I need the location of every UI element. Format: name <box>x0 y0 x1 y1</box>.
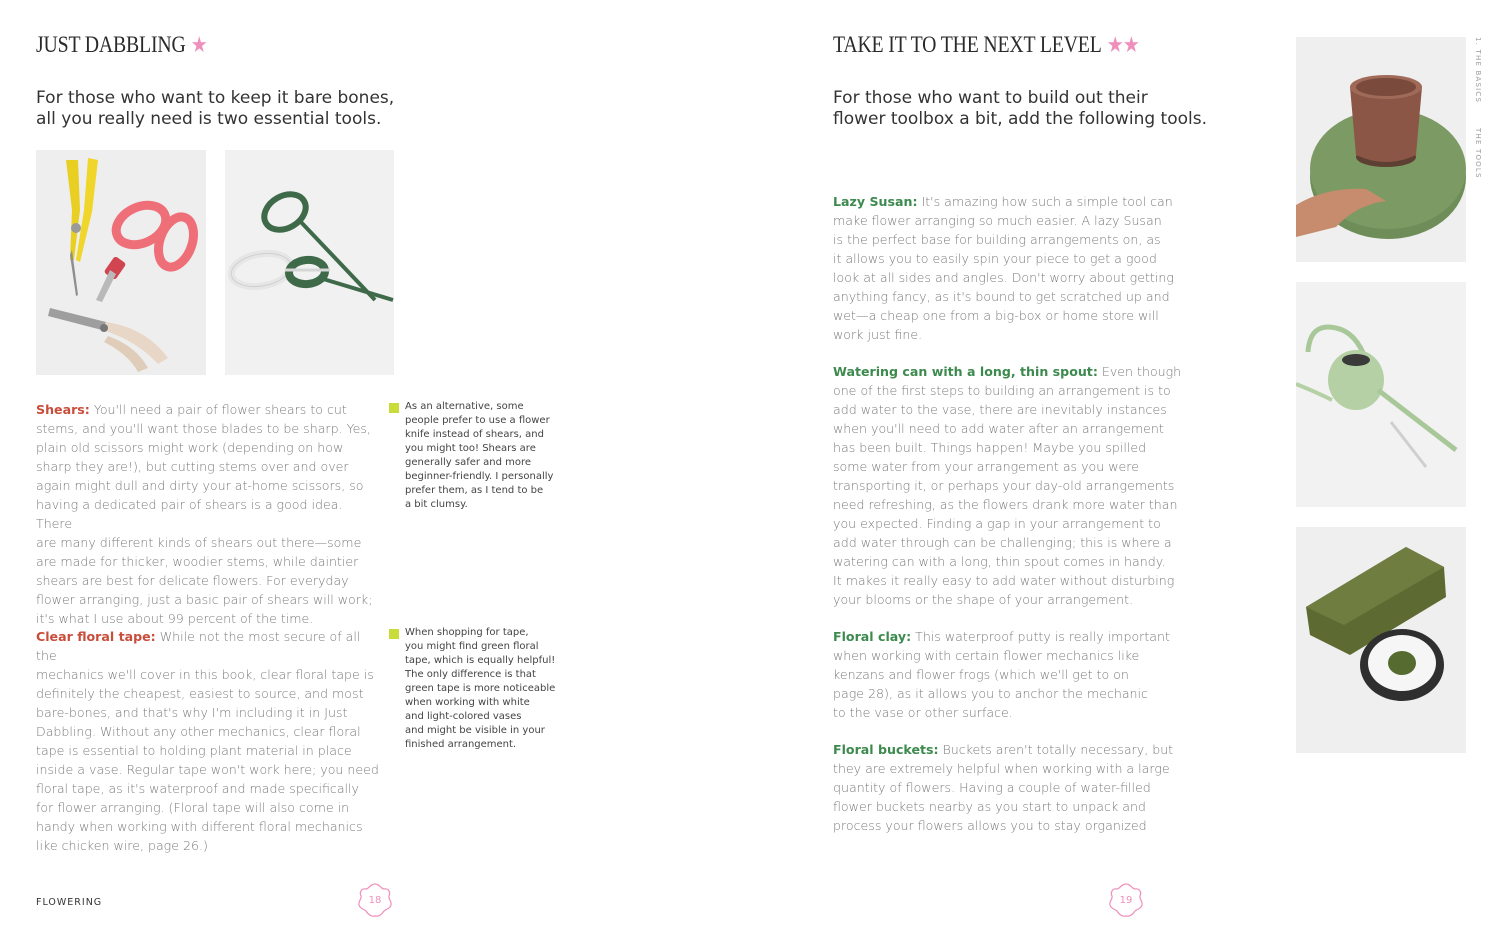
watering-can-paragraph <box>833 362 1193 609</box>
floral-buckets-paragraph <box>833 740 1193 835</box>
paragraph-line: your blooms or the shape of your arrangement. <box>833 592 1134 607</box>
right-heading-text: TAKE IT TO THE NEXT LEVEL <box>833 32 1102 57</box>
chapter-tab-basics: 1. THE BASICS <box>1474 37 1482 104</box>
tape-paragraph <box>36 627 381 855</box>
paragraph-line: it's what I use about 99 percent of the time. <box>36 611 314 626</box>
floral-clay-term: Floral clay: <box>833 629 912 644</box>
note-line: As an alternative, some <box>405 401 524 412</box>
paragraph-line: has been built. Things happen! Maybe you spilled <box>833 440 1147 455</box>
note-line: prefer them, as I tend to be <box>405 485 544 496</box>
shears-paragraph <box>36 400 381 628</box>
shears-term: Shears: <box>36 402 90 417</box>
floral-buckets-term: Floral buckets: <box>833 742 939 757</box>
paragraph-line: Even though <box>1097 364 1182 379</box>
paragraph-line: This waterproof putty is really important <box>911 629 1170 644</box>
paragraph-line: look at all sides and angles. Don't worry about getting <box>833 270 1174 285</box>
note-line: and might be visible in your <box>405 725 545 736</box>
paragraph-line: bare-bones, and that's why I'm including it in Just <box>36 705 348 720</box>
tape-term: Clear floral tape: <box>36 629 156 644</box>
note-marker-icon <box>389 629 399 639</box>
left-heading-text: JUST DABBLING <box>36 32 186 57</box>
paragraph-line: quantity of flowers. Having a couple of water-filled <box>833 780 1151 795</box>
page-number-text: 19 <box>1119 894 1133 906</box>
paragraph-line: inside a vase. Regular tape won't work here; you need <box>36 762 379 777</box>
book-title-footer: FLOWERING <box>36 897 103 908</box>
right-intro-line: For those who want to build out their <box>833 88 1148 108</box>
paragraph-line: they are extremely helpful when working with a large <box>833 761 1170 776</box>
right-intro <box>833 88 1273 130</box>
paragraph-line: kenzans and flower frogs (which we'll get to on <box>833 667 1129 682</box>
paragraph-line: it allows you to easily spin your piece to get a good <box>833 251 1157 266</box>
star-icon: ★★ <box>1106 32 1139 57</box>
paragraph-line: stems, and you'll want those blades to be sharp. Yes, <box>36 421 371 436</box>
paragraph-line: It's amazing how such a simple tool can <box>917 194 1173 209</box>
floral-clay-photo <box>1296 527 1466 753</box>
note-line: people prefer to use a flower <box>405 415 550 426</box>
note-line: green tape is more noticeable <box>405 683 556 694</box>
tape-side-note <box>405 626 570 752</box>
paragraph-line: sharp they are!), but cutting stems over and over <box>36 459 349 474</box>
lazy-susan-term: Lazy Susan: <box>833 194 918 209</box>
paragraph-line: to the vase or other surface. <box>833 705 1013 720</box>
left-intro-line: all you really need is two essential tools. <box>36 109 382 129</box>
paragraph-line: for flower arranging. (Floral tape will also come in <box>36 800 350 815</box>
lazy-susan-paragraph <box>833 192 1193 344</box>
paragraph-line: You'll need a pair of flower shears to cut <box>89 402 347 417</box>
chapter-tab-tools: THE TOOLS <box>1474 128 1482 179</box>
note-line: a bit clumsy. <box>405 499 468 510</box>
right-intro-line: flower toolbox a bit, add the following tools. <box>833 109 1207 129</box>
paragraph-line: floral tape, as it's waterproof and made specifically <box>36 781 359 796</box>
paragraph-line: While not the most secure of all the <box>36 629 361 663</box>
star-icon: ★ <box>190 32 207 57</box>
paragraph-line: one of the first steps to building an arrangement is to <box>833 383 1171 398</box>
paragraph-line: is the perfect base for building arrangements on, as <box>833 232 1161 247</box>
watering-can-photo <box>1296 282 1466 507</box>
paragraph-line: flower buckets nearby as you start to unpack and <box>833 799 1146 814</box>
left-heading <box>36 32 207 58</box>
paragraph-line: anything fancy, as it's bound to get scratched up and <box>833 289 1170 304</box>
paragraph-line: Dabbling. Without any other mechanics, clear floral <box>36 724 361 739</box>
lazy-susan-photo <box>1296 37 1466 262</box>
tape-photo <box>225 150 394 375</box>
paragraph-line: handy when working with different floral mechanics <box>36 819 363 834</box>
paragraph-line: flower arranging, just a basic pair of shears will work; <box>36 592 373 607</box>
left-intro <box>36 88 476 130</box>
paragraph-line: having a dedicated pair of shears is a good idea. There <box>36 497 343 531</box>
watering-can-term: Watering can with a long, thin spout: <box>833 364 1098 379</box>
paragraph-line: some water from your arrangement as you were <box>833 459 1139 474</box>
paragraph-line: plain old scissors might work (depending on how <box>36 440 344 455</box>
page-number-19 <box>1106 880 1146 920</box>
paragraph-line: watering can with a long, thin spout comes in handy. <box>833 554 1166 569</box>
paragraph-line: mechanics we'll cover in this book, clear floral tape is <box>36 667 374 682</box>
note-line: tape, which is equally helpful! <box>405 655 556 666</box>
paragraph-line: Buckets aren't totally necessary, but <box>938 742 1174 757</box>
paragraph-line: again might dull and dirty your at-home scissors, so <box>36 478 364 493</box>
note-line: knife instead of shears, and <box>405 429 544 440</box>
note-line: The only difference is that <box>405 669 536 680</box>
floral-clay-paragraph <box>833 627 1193 722</box>
paragraph-line: work just fine. <box>833 327 923 342</box>
paragraph-line: wet—a cheap one from a big-box or home store will <box>833 308 1159 323</box>
note-marker-icon <box>389 403 399 413</box>
paragraph-line: when working with certain flower mechanics like <box>833 648 1140 663</box>
note-line: generally safer and more <box>405 457 532 468</box>
page-number-text: 18 <box>368 894 382 906</box>
note-line: when working with white <box>405 697 530 708</box>
paragraph-line: process your flowers allows you to stay organized <box>833 818 1147 833</box>
note-line: you might too! Shears are <box>405 443 536 454</box>
paragraph-line: add water through can be challenging; this is where a <box>833 535 1172 550</box>
note-line: you might find green floral <box>405 641 539 652</box>
shears-side-note <box>405 400 570 512</box>
paragraph-line: transporting it, or perhaps your day-old arrangements <box>833 478 1175 493</box>
paragraph-line: need refreshing, as the flowers drank more water than <box>833 497 1178 512</box>
paragraph-line: make flower arranging so much easier. A lazy Susan <box>833 213 1162 228</box>
paragraph-line: shears are best for delicate flowers. For everyday <box>36 573 349 588</box>
note-line: finished arrangement. <box>405 739 517 750</box>
left-intro-line: For those who want to keep it bare bones, <box>36 88 395 108</box>
right-heading <box>833 32 1139 58</box>
paragraph-line: It makes it really easy to add water without disturbing <box>833 573 1175 588</box>
paragraph-line: page 28), as it allows you to anchor the mechanic <box>833 686 1148 701</box>
paragraph-line: definitely the cheapest, easiest to source, and most <box>36 686 364 701</box>
paragraph-line: are made for thicker, woodier stems, while daintier <box>36 554 359 569</box>
paragraph-line: tape is essential to holding plant material in place <box>36 743 352 758</box>
paragraph-line: add water to the vase, there are inevitably instances <box>833 402 1167 417</box>
note-line: When shopping for tape, <box>405 627 529 638</box>
note-line: beginner-friendly. I personally <box>405 471 554 482</box>
shears-photo <box>36 150 206 375</box>
page-number-18 <box>355 880 395 920</box>
paragraph-line: like chicken wire, page 26.) <box>36 838 208 853</box>
paragraph-line: are many different kinds of shears out there—some <box>36 535 362 550</box>
note-line: and light-colored vases <box>405 711 522 722</box>
paragraph-line: when you'll need to add water after an arrangement <box>833 421 1164 436</box>
paragraph-line: you expected. Finding a gap in your arrangement to <box>833 516 1161 531</box>
